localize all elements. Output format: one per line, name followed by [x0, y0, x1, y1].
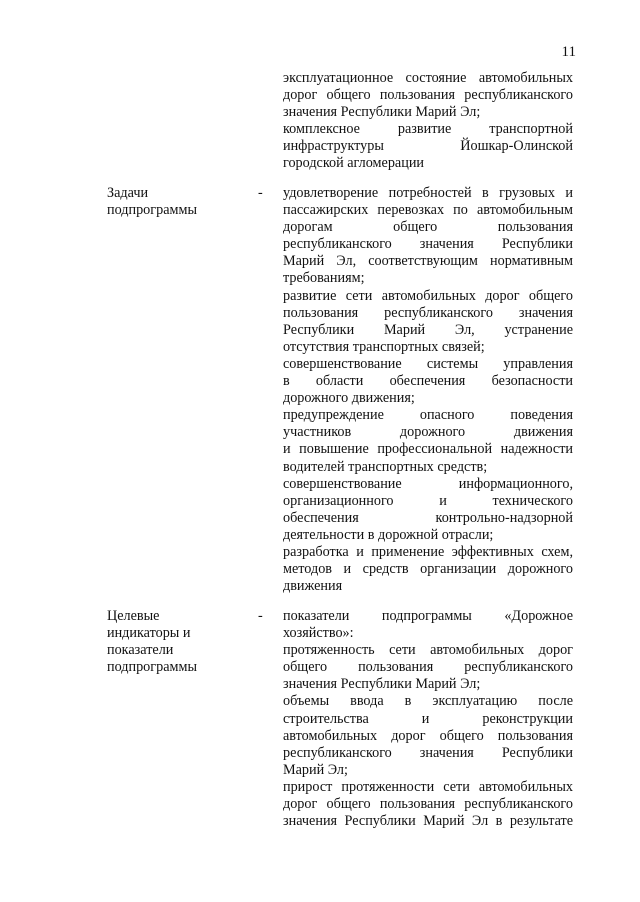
indicators-text [283, 608, 573, 830]
text-line: Марий Эл, соответствующим нормативным [283, 253, 573, 270]
tasks-label-line: Задачи [107, 185, 149, 201]
text-line: удовлетворение потребностей в грузовых и [283, 185, 573, 201]
indicators-dash: - [258, 608, 263, 624]
text-line: комплексное развитие транспортной [283, 121, 573, 138]
text-line: требованиям; [283, 270, 365, 287]
indicators-label-line: индикаторы и [107, 625, 191, 642]
text-line: значения Республики Марий Эл; [283, 104, 481, 121]
text-line: пользования республиканского значения [283, 304, 573, 321]
text-line: протяженность сети автомобильных дорог [283, 642, 573, 659]
indicators-label-line: показатели [107, 642, 174, 659]
text-line: развитие сети автомобильных дорог общего [283, 287, 573, 304]
tasks-label-line: подпрограммы [107, 202, 197, 219]
tasks-dash: - [258, 185, 263, 201]
text-line: Марий Эл; [283, 761, 348, 778]
text-line: объемы ввода в эксплуатацию после [283, 693, 573, 710]
text-line: и повышение профессиональной надежности [283, 441, 573, 458]
tasks-text [283, 185, 573, 595]
text-line: дорог общего пользования республиканского [283, 87, 573, 104]
text-line: значения Республики Марий Эл в результате [283, 813, 573, 830]
text-line: деятельности в дорожной отрасли; [283, 526, 494, 543]
indicators-label-line: подпрограммы [107, 659, 197, 676]
text-line: участников дорожного движения [283, 424, 573, 441]
text-line: прирост протяженности сети автомобильных [283, 778, 573, 795]
indicators-label-line: Целевые [107, 608, 160, 624]
text-line: хозяйство»: [283, 625, 354, 642]
text-line: организационного и технического [283, 492, 573, 509]
text-line: значения Республики Марий Эл; [283, 676, 481, 693]
text-line: республиканского значения Республики [283, 236, 573, 253]
text-line: методов и средств организации дорожного [283, 561, 573, 578]
text-line: отсутствия транспортных связей; [283, 338, 485, 355]
text-line: дорожного движения; [283, 390, 415, 407]
page-number: 11 [561, 44, 576, 60]
text-line: совершенствование системы управления [283, 355, 573, 372]
text-line: в области обеспечения безопасности [283, 373, 573, 390]
text-line: строительства и реконструкции [283, 710, 573, 727]
text-line: водителей транспортных средств; [283, 458, 488, 475]
top-continuation-text [283, 70, 573, 173]
indicators-label [107, 608, 247, 676]
text-line: показатели подпрограммы «Дорожное [283, 608, 573, 624]
text-line: совершенствование информационного, [283, 475, 573, 492]
text-line: общего пользования республиканского [283, 659, 573, 676]
text-line: Республики Марий Эл, устранение [283, 321, 573, 338]
text-line: городской агломерации [283, 155, 424, 172]
text-line: эксплуатационное состояние автомобильных [283, 70, 573, 86]
text-line: дорог общего пользования республиканского [283, 796, 573, 813]
text-line: предупреждение опасного поведения [283, 407, 573, 424]
text-line: автомобильных дорог общего пользования [283, 727, 573, 744]
text-line: движения [283, 578, 343, 595]
text-line: обеспечения контрольно-надзорной [283, 509, 573, 526]
text-line: пассажирских перевозках по автомобильным [283, 202, 573, 219]
text-line: дорогам общего пользования [283, 219, 573, 236]
text-line: республиканского значения Республики [283, 744, 573, 761]
text-line: разработка и применение эффективных схем, [283, 543, 573, 560]
text-line: инфраструктуры Йошкар-Олинской [283, 138, 573, 155]
tasks-label [107, 185, 247, 219]
